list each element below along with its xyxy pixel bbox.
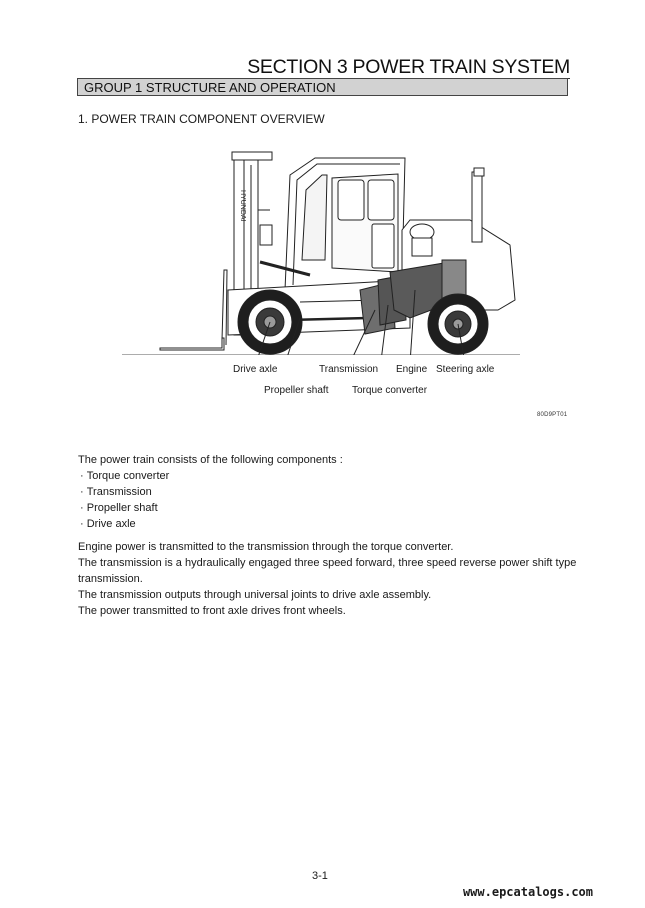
- label-transmission: Transmission: [319, 364, 379, 375]
- label-torque-converter: Torque converter: [352, 385, 428, 396]
- exhaust-pipe: [472, 172, 482, 242]
- paragraph: The transmission outputs through universal joints to drive axle assembly.: [78, 589, 432, 601]
- figure-code: 80D9PT01: [537, 412, 568, 418]
- page-number: 3-1: [312, 870, 328, 882]
- forklift-illustration: [110, 150, 530, 355]
- label-drive-axle: Drive axle: [233, 364, 278, 375]
- subheading: 1. POWER TRAIN COMPONENT OVERVIEW: [78, 112, 325, 126]
- body-text: [78, 452, 578, 619]
- group-title: GROUP 1 STRUCTURE AND OPERATION: [84, 80, 336, 95]
- brand-lettering: HYUNDAI: [239, 190, 246, 222]
- paragraph: The power transmitted to front axle drives front wheels.: [78, 605, 346, 617]
- label-propeller-shaft: Propeller shaft: [264, 385, 329, 396]
- fork: [160, 338, 224, 350]
- component-list: [78, 468, 578, 532]
- group-title-bar: [77, 78, 568, 96]
- paragraph: The transmission is a hydraulically engaged three speed forward, three speed reverse power shift type transmission.: [78, 557, 577, 585]
- intro-text: The power train consists of the following components :: [78, 454, 343, 466]
- list-item: · Propeller shaft: [78, 500, 578, 516]
- cab-door-window: [338, 180, 364, 220]
- label-engine: Engine: [396, 364, 428, 375]
- label-steering-axle: Steering axle: [436, 364, 495, 375]
- list-item: · Drive axle: [78, 516, 578, 532]
- watermark-url: www.epcatalogs.com: [462, 885, 593, 899]
- paragraph: Engine power is transmitted to the transmission through the torque converter.: [78, 541, 454, 553]
- cab-window-front: [302, 175, 327, 260]
- list-item: · Torque converter: [78, 468, 578, 484]
- list-item: · Transmission: [78, 484, 578, 500]
- section-title: SECTION 3 POWER TRAIN SYSTEM: [247, 56, 570, 78]
